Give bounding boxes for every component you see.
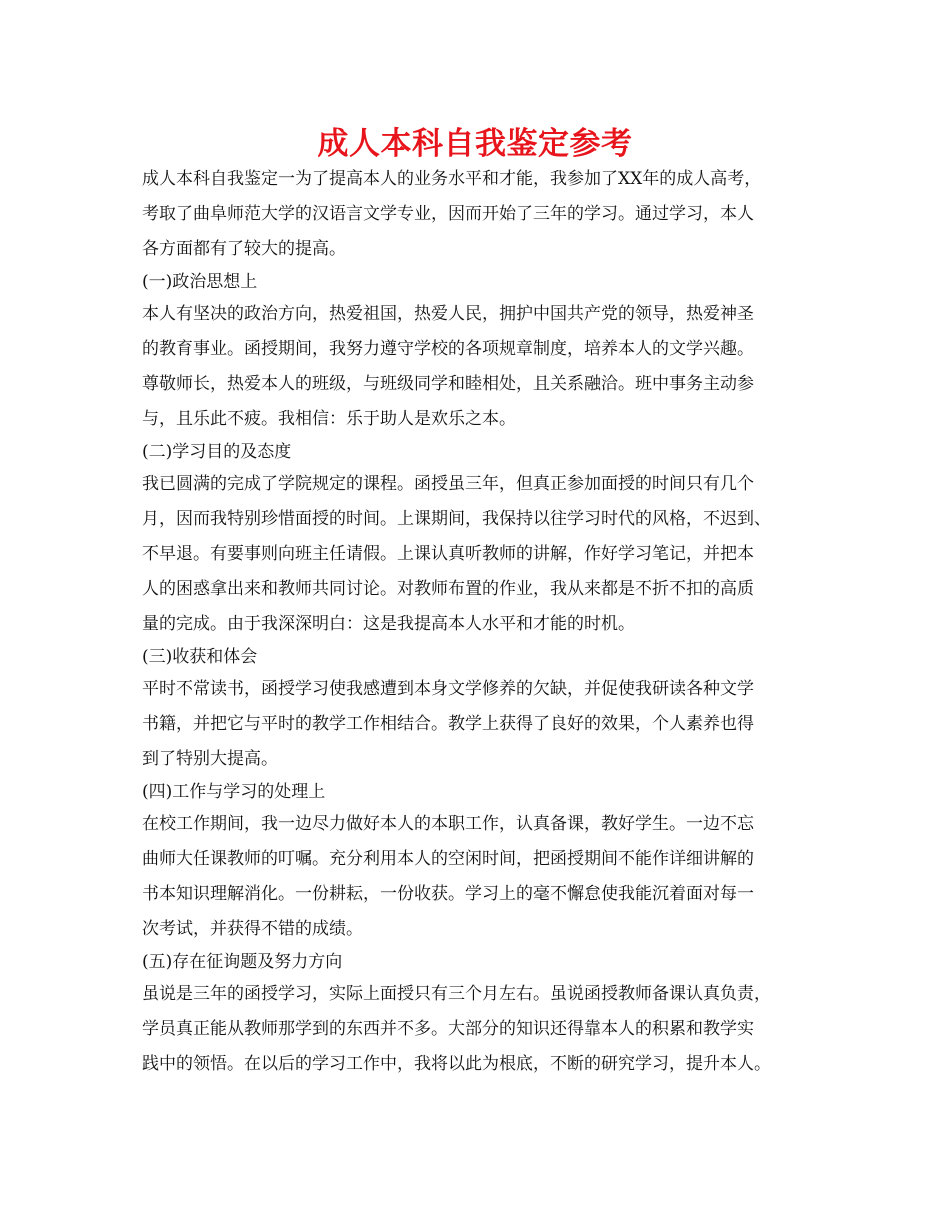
paragraph-line: 人的困惑拿出来和教师共同讨论。对教师布置的作业，我从来都是不折不扣的高质 (142, 579, 754, 599)
section-heading: (一)政治思想上 (142, 272, 258, 292)
paragraph-line: 在校工作期间，我一边尽力做好本人的本职工作，认真备课，教好学生。一边不忘 (142, 814, 754, 834)
paragraph-line: 尊敬师长，热爱本人的班级，与班级同学和睦相处，且关系融洽。班中事务主动参 (142, 374, 754, 394)
paragraph-line: 成人本科自我鉴定一为了提高本人的业务水平和才能，我参加了XX年的成人高考， (142, 169, 762, 189)
paragraph-line: 与，且乐此不疲。我相信：乐于助人是欢乐之本。 (142, 409, 516, 429)
section-heading: (四)工作与学习的处理上 (142, 782, 326, 802)
paragraph-line: 量的完成。由于我深深明白：这是我提高本人水平和才能的时机。 (142, 614, 635, 634)
document-body (142, 162, 832, 1082)
section-heading: (三)收获和体会 (142, 647, 258, 667)
paragraph-line: 践中的领悟。在以后的学习工作中，我将以此为根底，不断的研究学习，提升本人。 (142, 1054, 771, 1074)
paragraph-line: 我已圆满的完成了学院规定的课程。函授虽三年，但真正参加面授的时间只有几个 (142, 474, 754, 494)
paragraph-line: 书本知识理解消化。一份耕耘，一份收获。学习上的毫不懈怠使我能沉着面对每一 (142, 884, 754, 904)
section-heading: (二)学习目的及态度 (142, 442, 292, 462)
paragraph-line: 不早退。有要事则向班主任请假。上课认真听教师的讲解，作好学习笔记，并把本 (142, 544, 754, 564)
paragraph-line: 到了特别大提高。 (142, 749, 278, 769)
section-heading: (五)存在征询题及努力方向 (142, 952, 343, 972)
paragraph-line: 考取了曲阜师范大学的汉语言文学专业，因而开始了三年的学习。通过学习，本人 (142, 204, 754, 224)
paragraph-line: 平时不常读书，函授学习使我感遭到本身文学修养的欠缺，并促使我研读各种文学 (142, 679, 754, 699)
paragraph-line: 虽说是三年的函授学习，实际上面授只有三个月左右。虽说函授教师备课认真负责， (142, 984, 771, 1004)
paragraph-line: 曲师大任课教师的叮嘱。充分利用本人的空闲时间，把函授期间不能作详细讲解的 (142, 849, 754, 869)
paragraph-line: 学员真正能从教师那学到的东西并不多。大部分的知识还得靠本人的积累和教学实 (142, 1019, 754, 1039)
paragraph-line: 月，因而我特别珍惜面授的时间。上课期间，我保持以往学习时代的风格，不迟到、 (142, 509, 771, 529)
paragraph-line: 各方面都有了较大的提高。 (142, 239, 346, 259)
document-title: 成人本科自我鉴定参考 (317, 126, 633, 162)
paragraph-line: 书籍，并把它与平时的教学工作相结合。教学上获得了良好的效果，个人素养也得 (142, 714, 754, 734)
paragraph-line: 的教育事业。函授期间，我努力遵守学校的各项规章制度，培养本人的文学兴趣。 (142, 339, 754, 359)
paragraph-line: 次考试，并获得不错的成绩。 (142, 919, 363, 939)
paragraph-line: 本人有坚决的政治方向，热爱祖国，热爱人民，拥护中国共产党的领导，热爱神圣 (142, 304, 754, 324)
